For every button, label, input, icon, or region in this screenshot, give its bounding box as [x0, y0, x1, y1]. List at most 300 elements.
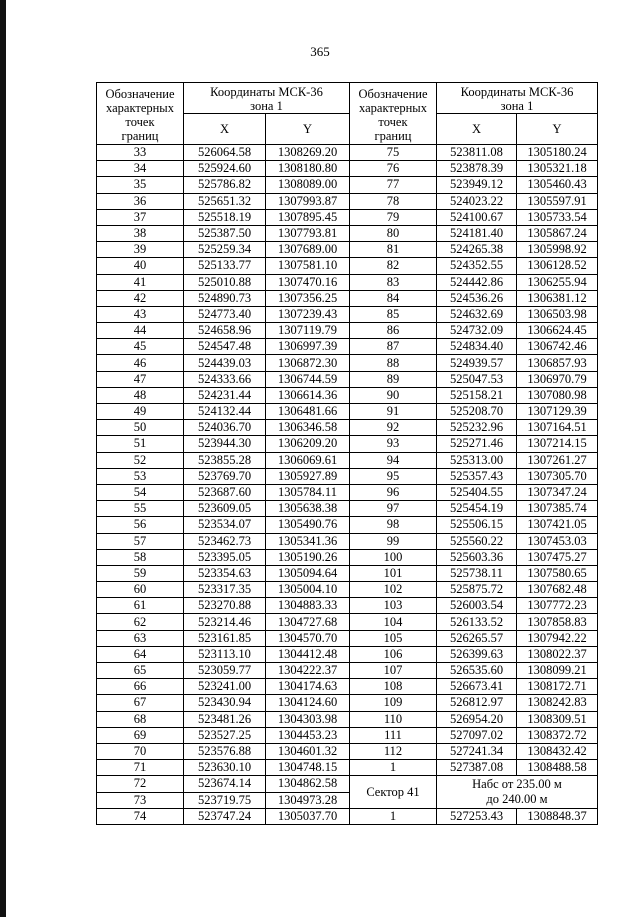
y-value: 1305998.92 [517, 242, 598, 258]
y-value: 1305460.43 [517, 177, 598, 193]
point-number: 101 [350, 565, 437, 581]
point-number: 37 [97, 209, 184, 225]
point-number: 44 [97, 323, 184, 339]
point-number: 84 [350, 290, 437, 306]
y-value: 1306624.45 [517, 323, 598, 339]
point-number: 64 [97, 646, 184, 662]
y-value: 1306346.58 [266, 420, 350, 436]
y-value: 1308089.00 [266, 177, 350, 193]
y-value: 1306997.39 [266, 339, 350, 355]
x-value: 525158.21 [437, 387, 517, 403]
point-number: 86 [350, 323, 437, 339]
point-number: 60 [97, 582, 184, 598]
x-value: 523354.63 [184, 565, 266, 581]
table-row [97, 225, 598, 241]
x-value: 526003.54 [437, 598, 517, 614]
point-number: 96 [350, 484, 437, 500]
point-number: 47 [97, 371, 184, 387]
table-row [97, 323, 598, 339]
y-value: 1308099.21 [517, 663, 598, 679]
table-row [97, 549, 598, 565]
table-row [97, 484, 598, 500]
y-value: 1306381.12 [517, 290, 598, 306]
x-value: 524732.09 [437, 323, 517, 339]
point-label-header-right: Обозначение характерных точек границ [350, 83, 437, 145]
y-value: 1307772.23 [517, 598, 598, 614]
table-row [97, 339, 598, 355]
x-value: 523719.75 [184, 792, 266, 808]
point-number: 36 [97, 193, 184, 209]
table-row [97, 242, 598, 258]
point-number: 33 [97, 145, 184, 161]
point-number: 72 [97, 776, 184, 792]
point-number: 58 [97, 549, 184, 565]
x-value: 525133.77 [184, 258, 266, 274]
point-number: 75 [350, 145, 437, 161]
x-value: 524132.44 [184, 404, 266, 420]
y-value: 1306970.79 [517, 371, 598, 387]
x-value: 523687.60 [184, 484, 266, 500]
x-value: 526133.52 [437, 614, 517, 630]
x-value: 525387.50 [184, 225, 266, 241]
point-number: 93 [350, 436, 437, 452]
x-value: 524442.86 [437, 274, 517, 290]
point-number: 45 [97, 339, 184, 355]
table-row [97, 776, 598, 792]
y-value: 1307581.10 [266, 258, 350, 274]
x-value: 524333.66 [184, 371, 266, 387]
y-value: 1307385.74 [517, 501, 598, 517]
x-value: 525651.32 [184, 193, 266, 209]
x-value: 525010.88 [184, 274, 266, 290]
point-number: 108 [350, 679, 437, 695]
y-value: 1305867.24 [517, 225, 598, 241]
x-value: 523059.77 [184, 663, 266, 679]
point-number: 97 [350, 501, 437, 517]
y-value: 1307356.25 [266, 290, 350, 306]
x-value: 523878.39 [437, 161, 517, 177]
point-number: 87 [350, 339, 437, 355]
table-row [97, 743, 598, 759]
y-value: 1307305.70 [517, 468, 598, 484]
x-value: 525232.96 [437, 420, 517, 436]
point-number: 103 [350, 598, 437, 614]
y-value: 1306069.61 [266, 452, 350, 468]
point-number: 109 [350, 695, 437, 711]
x-value: 525786.82 [184, 177, 266, 193]
coord-system-header: Координаты МСК-36 зона 1 [184, 83, 350, 114]
point-number: 39 [97, 242, 184, 258]
table-row [97, 711, 598, 727]
x-value: 523576.88 [184, 743, 266, 759]
point-number: 89 [350, 371, 437, 387]
x-value: 523481.26 [184, 711, 266, 727]
sector-height-range: Набс от 235.00 м до 240.00 м [437, 776, 598, 808]
point-number: 78 [350, 193, 437, 209]
y-value: 1307080.98 [517, 387, 598, 403]
y-value: 1308848.37 [517, 808, 598, 824]
point-number: 105 [350, 630, 437, 646]
point-number: 80 [350, 225, 437, 241]
scan-edge [0, 0, 6, 917]
y-value: 1304303.98 [266, 711, 350, 727]
y-value: 1307119.79 [266, 323, 350, 339]
x-value: 523241.00 [184, 679, 266, 695]
table-row [97, 274, 598, 290]
table-row [97, 533, 598, 549]
table-row [97, 290, 598, 306]
y-value: 1305321.18 [517, 161, 598, 177]
table-row [97, 517, 598, 533]
x-value: 525506.15 [437, 517, 517, 533]
x-value: 525518.19 [184, 209, 266, 225]
point-number: 91 [350, 404, 437, 420]
point-number: 51 [97, 436, 184, 452]
x-value: 524036.70 [184, 420, 266, 436]
y-value: 1305094.64 [266, 565, 350, 581]
table-row [97, 630, 598, 646]
y-value: 1306872.30 [266, 355, 350, 371]
point-number: 61 [97, 598, 184, 614]
y-value: 1307470.16 [266, 274, 350, 290]
y-value: 1304570.70 [266, 630, 350, 646]
y-value: 1307895.45 [266, 209, 350, 225]
point-number: 70 [97, 743, 184, 759]
x-value: 524023.22 [437, 193, 517, 209]
point-number: 107 [350, 663, 437, 679]
y-value: 1306209.20 [266, 436, 350, 452]
x-value: 524352.55 [437, 258, 517, 274]
x-value: 526954.20 [437, 711, 517, 727]
x-value: 523113.10 [184, 646, 266, 662]
x-value: 523317.35 [184, 582, 266, 598]
x-value: 525738.11 [437, 565, 517, 581]
table-row [97, 177, 598, 193]
y-value: 1307453.03 [517, 533, 598, 549]
point-number: 106 [350, 646, 437, 662]
x-value: 525404.55 [437, 484, 517, 500]
table-row [97, 614, 598, 630]
y-value: 1307261.27 [517, 452, 598, 468]
sector-name: Сектор 41 [350, 776, 437, 808]
y-value: 1308022.37 [517, 646, 598, 662]
point-number: 111 [350, 727, 437, 743]
x-value: 524231.44 [184, 387, 266, 403]
y-value: 1307793.81 [266, 225, 350, 241]
y-value: 1307347.24 [517, 484, 598, 500]
x-value: 523747.24 [184, 808, 266, 824]
point-number: 52 [97, 452, 184, 468]
y-value: 1304727.68 [266, 614, 350, 630]
point-number: 48 [97, 387, 184, 403]
point-number: 65 [97, 663, 184, 679]
table-row [97, 193, 598, 209]
x-value: 523430.94 [184, 695, 266, 711]
x-value: 525047.53 [437, 371, 517, 387]
x-value: 524100.67 [437, 209, 517, 225]
point-number: 82 [350, 258, 437, 274]
point-number: 102 [350, 582, 437, 598]
y-value: 1307239.43 [266, 306, 350, 322]
table-row [97, 760, 598, 776]
y-value: 1308372.72 [517, 727, 598, 743]
point-number: 99 [350, 533, 437, 549]
coordinates-table [96, 82, 598, 825]
x-value: 524536.26 [437, 290, 517, 306]
x-value: 523674.14 [184, 776, 266, 792]
point-number: 53 [97, 468, 184, 484]
y-value: 1308242.83 [517, 695, 598, 711]
y-value: 1305784.11 [266, 484, 350, 500]
point-number: 68 [97, 711, 184, 727]
point-number: 92 [350, 420, 437, 436]
point-number: 55 [97, 501, 184, 517]
point-number: 59 [97, 565, 184, 581]
table-row [97, 436, 598, 452]
x-value: 523609.05 [184, 501, 266, 517]
table-row [97, 663, 598, 679]
y-value: 1304748.15 [266, 760, 350, 776]
y-value: 1305638.38 [266, 501, 350, 517]
point-number: 74 [97, 808, 184, 824]
table-row [97, 501, 598, 517]
y-value: 1307993.87 [266, 193, 350, 209]
y-value: 1306742.46 [517, 339, 598, 355]
y-value: 1307214.15 [517, 436, 598, 452]
x-value: 526265.57 [437, 630, 517, 646]
table-row [97, 808, 598, 824]
x-header-right: X [437, 114, 517, 145]
x-value: 526535.60 [437, 663, 517, 679]
x-value: 523944.30 [184, 436, 266, 452]
x-value: 523161.85 [184, 630, 266, 646]
x-header: X [184, 114, 266, 145]
point-number: 67 [97, 695, 184, 711]
y-value: 1307682.48 [517, 582, 598, 598]
x-value: 524181.40 [437, 225, 517, 241]
y-value: 1305004.10 [266, 582, 350, 598]
x-value: 525603.36 [437, 549, 517, 565]
point-number: 77 [350, 177, 437, 193]
y-value: 1306857.93 [517, 355, 598, 371]
y-value: 1304124.60 [266, 695, 350, 711]
table-row [97, 258, 598, 274]
table-row [97, 387, 598, 403]
y-value: 1306744.59 [266, 371, 350, 387]
x-value: 524547.48 [184, 339, 266, 355]
y-value: 1307164.51 [517, 420, 598, 436]
y-value: 1307858.83 [517, 614, 598, 630]
y-value: 1307129.39 [517, 404, 598, 420]
y-value: 1308172.71 [517, 679, 598, 695]
y-value: 1308432.42 [517, 743, 598, 759]
point-number: 79 [350, 209, 437, 225]
point-number: 1 [350, 760, 437, 776]
point-number: 73 [97, 792, 184, 808]
y-value: 1305180.24 [517, 145, 598, 161]
table-row [97, 355, 598, 371]
point-number: 88 [350, 355, 437, 371]
x-value: 525875.72 [437, 582, 517, 598]
y-value: 1305037.70 [266, 808, 350, 824]
point-number: 85 [350, 306, 437, 322]
y-value: 1305927.89 [266, 468, 350, 484]
point-number: 54 [97, 484, 184, 500]
page-number: 365 [310, 44, 330, 59]
table-row [97, 452, 598, 468]
point-number: 81 [350, 242, 437, 258]
header-row-1 [97, 83, 598, 114]
y-header-right: Y [517, 114, 598, 145]
x-value: 523534.07 [184, 517, 266, 533]
y-value: 1308309.51 [517, 711, 598, 727]
point-number: 71 [97, 760, 184, 776]
coord-system-header-right: Координаты МСК-36 зона 1 [437, 83, 598, 114]
y-header: Y [266, 114, 350, 145]
y-value: 1305733.54 [517, 209, 598, 225]
point-number: 56 [97, 517, 184, 533]
x-value: 523855.28 [184, 452, 266, 468]
point-number: 98 [350, 517, 437, 533]
table-row [97, 371, 598, 387]
x-value: 525259.34 [184, 242, 266, 258]
y-value: 1305597.91 [517, 193, 598, 209]
point-number: 95 [350, 468, 437, 484]
x-value: 527387.08 [437, 760, 517, 776]
point-number: 83 [350, 274, 437, 290]
point-number: 49 [97, 404, 184, 420]
y-value: 1305341.36 [266, 533, 350, 549]
table-row [97, 679, 598, 695]
x-value: 525208.70 [437, 404, 517, 420]
y-value: 1304412.48 [266, 646, 350, 662]
table-row [97, 582, 598, 598]
point-number: 42 [97, 290, 184, 306]
x-value: 524939.57 [437, 355, 517, 371]
point-number: 112 [350, 743, 437, 759]
x-value: 523462.73 [184, 533, 266, 549]
x-value: 524773.40 [184, 306, 266, 322]
y-value: 1304222.37 [266, 663, 350, 679]
table-row [97, 306, 598, 322]
point-number: 104 [350, 614, 437, 630]
point-number: 57 [97, 533, 184, 549]
y-value: 1307421.05 [517, 517, 598, 533]
x-value: 523214.46 [184, 614, 266, 630]
y-value: 1305190.26 [266, 549, 350, 565]
point-number: 40 [97, 258, 184, 274]
x-value: 523769.70 [184, 468, 266, 484]
table-row [97, 727, 598, 743]
point-number: 66 [97, 679, 184, 695]
x-value: 526064.58 [184, 145, 266, 161]
y-value: 1307475.27 [517, 549, 598, 565]
x-value: 527241.34 [437, 743, 517, 759]
x-value: 525924.60 [184, 161, 266, 177]
table-row [97, 145, 598, 161]
point-number: 69 [97, 727, 184, 743]
y-value: 1304862.58 [266, 776, 350, 792]
y-value: 1307689.00 [266, 242, 350, 258]
x-value: 523395.05 [184, 549, 266, 565]
y-value: 1304883.33 [266, 598, 350, 614]
x-value: 527097.02 [437, 727, 517, 743]
x-value: 526673.41 [437, 679, 517, 695]
x-value: 524632.69 [437, 306, 517, 322]
point-number: 110 [350, 711, 437, 727]
y-value: 1308180.80 [266, 161, 350, 177]
point-number: 50 [97, 420, 184, 436]
x-value: 525271.46 [437, 436, 517, 452]
x-value: 524658.96 [184, 323, 266, 339]
y-value: 1304973.28 [266, 792, 350, 808]
point-number: 38 [97, 225, 184, 241]
x-value: 524265.38 [437, 242, 517, 258]
x-value: 523630.10 [184, 760, 266, 776]
table-row [97, 565, 598, 581]
point-number: 34 [97, 161, 184, 177]
table-row [97, 404, 598, 420]
table-row [97, 420, 598, 436]
table-row [97, 161, 598, 177]
y-value: 1304453.23 [266, 727, 350, 743]
y-value: 1305490.76 [266, 517, 350, 533]
point-number: 90 [350, 387, 437, 403]
point-number: 94 [350, 452, 437, 468]
table-row [97, 209, 598, 225]
x-value: 524439.03 [184, 355, 266, 371]
x-value: 524834.40 [437, 339, 517, 355]
point-number: 100 [350, 549, 437, 565]
x-value: 525357.43 [437, 468, 517, 484]
x-value: 527253.43 [437, 808, 517, 824]
y-value: 1306614.36 [266, 387, 350, 403]
point-label-header: Обозначение характерных точек границ [97, 83, 184, 145]
point-number: 63 [97, 630, 184, 646]
x-value: 525313.00 [437, 452, 517, 468]
x-value: 526812.97 [437, 695, 517, 711]
y-value: 1308488.58 [517, 760, 598, 776]
point-number: 35 [97, 177, 184, 193]
table-row [97, 468, 598, 484]
table-row [97, 598, 598, 614]
point-number: 76 [350, 161, 437, 177]
point-number: 41 [97, 274, 184, 290]
point-number: 62 [97, 614, 184, 630]
y-value: 1306255.94 [517, 274, 598, 290]
x-value: 526399.63 [437, 646, 517, 662]
table-row [97, 695, 598, 711]
y-value: 1307580.65 [517, 565, 598, 581]
x-value: 523527.25 [184, 727, 266, 743]
y-value: 1306128.52 [517, 258, 598, 274]
y-value: 1308269.20 [266, 145, 350, 161]
x-value: 524890.73 [184, 290, 266, 306]
point-number: 46 [97, 355, 184, 371]
table-row [97, 646, 598, 662]
y-value: 1304174.63 [266, 679, 350, 695]
x-value: 523949.12 [437, 177, 517, 193]
point-number: 43 [97, 306, 184, 322]
point-number: 1 [350, 808, 437, 824]
x-value: 525560.22 [437, 533, 517, 549]
x-value: 525454.19 [437, 501, 517, 517]
y-value: 1306481.66 [266, 404, 350, 420]
y-value: 1304601.32 [266, 743, 350, 759]
x-value: 523811.08 [437, 145, 517, 161]
x-value: 523270.88 [184, 598, 266, 614]
y-value: 1307942.22 [517, 630, 598, 646]
